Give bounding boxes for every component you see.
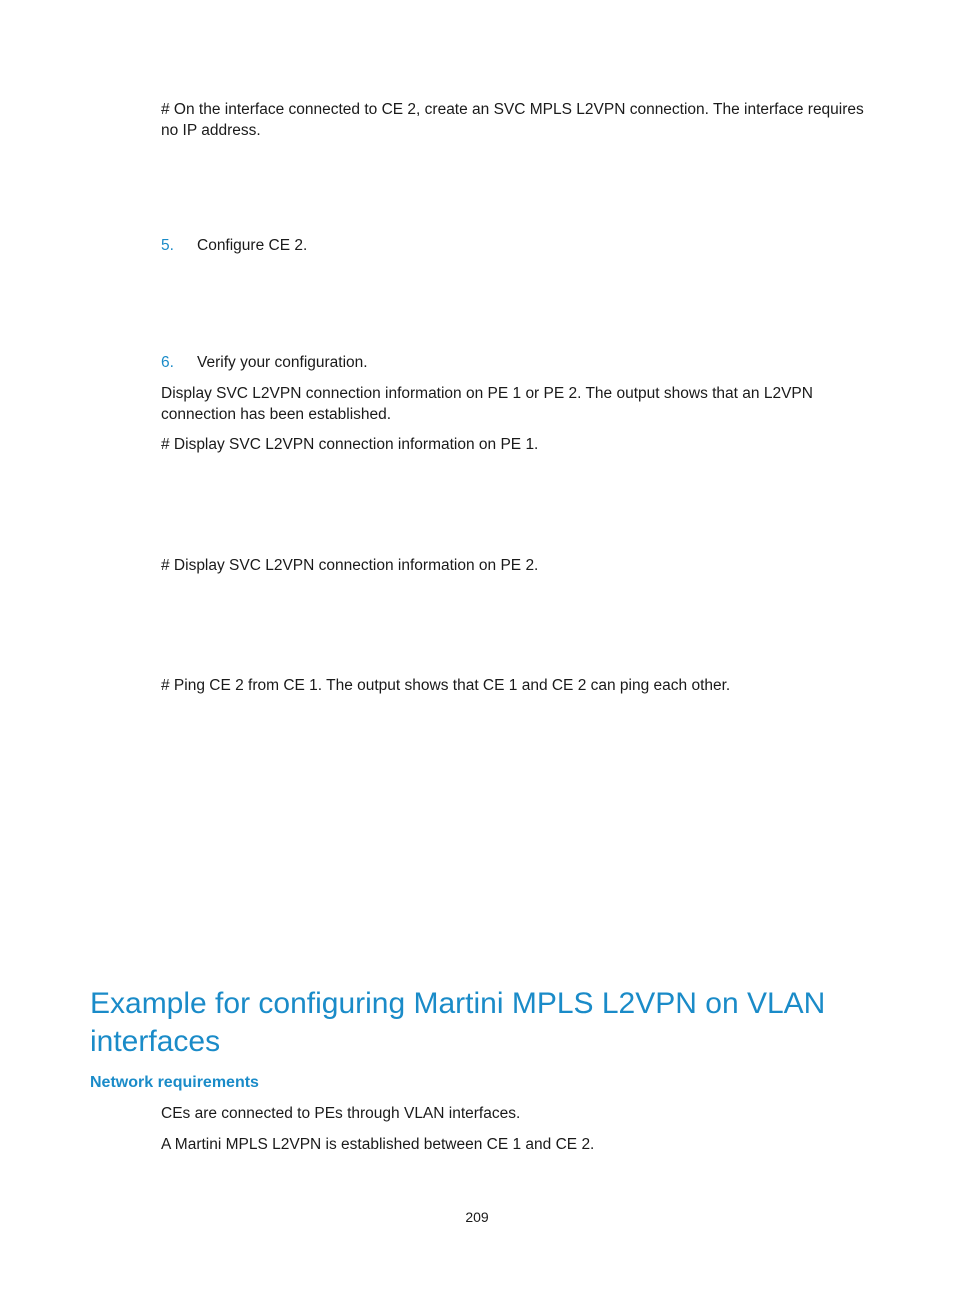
step-6 xyxy=(161,352,368,373)
paragraph-requirement-1: CEs are connected to PEs through VLAN interfaces. xyxy=(161,1105,521,1122)
step-number: 5. xyxy=(161,237,174,254)
subsection-title: Network requirements xyxy=(90,1074,259,1091)
paragraph-interface-ce2: # On the interface connected to CE 2, create an SVC MPLS L2VPN connection. The interface requires no IP address. xyxy=(161,101,864,139)
step-text: Verify your configuration. xyxy=(197,354,368,371)
step-number: 6. xyxy=(161,354,174,371)
paragraph-display-pe2: # Display SVC L2VPN connection information on PE 2. xyxy=(161,557,539,574)
paragraph-ping: # Ping CE 2 from CE 1. The output shows that CE 1 and CE 2 can ping each other. xyxy=(161,677,731,694)
paragraph-display-pe1: # Display SVC L2VPN connection information on PE 1. xyxy=(161,436,539,453)
paragraph-display-info: Display SVC L2VPN connection information on PE 1 or PE 2. The output shows that an L2VPN connection has been established. xyxy=(161,385,813,423)
step-text: Configure CE 2. xyxy=(197,237,308,254)
section-title: Example for configuring Martini MPLS L2VPN on VLAN interfaces xyxy=(90,987,826,1058)
page-number: 209 xyxy=(465,1209,489,1225)
paragraph-requirement-2: A Martini MPLS L2VPN is established between CE 1 and CE 2. xyxy=(161,1136,595,1153)
step-5 xyxy=(161,235,307,256)
